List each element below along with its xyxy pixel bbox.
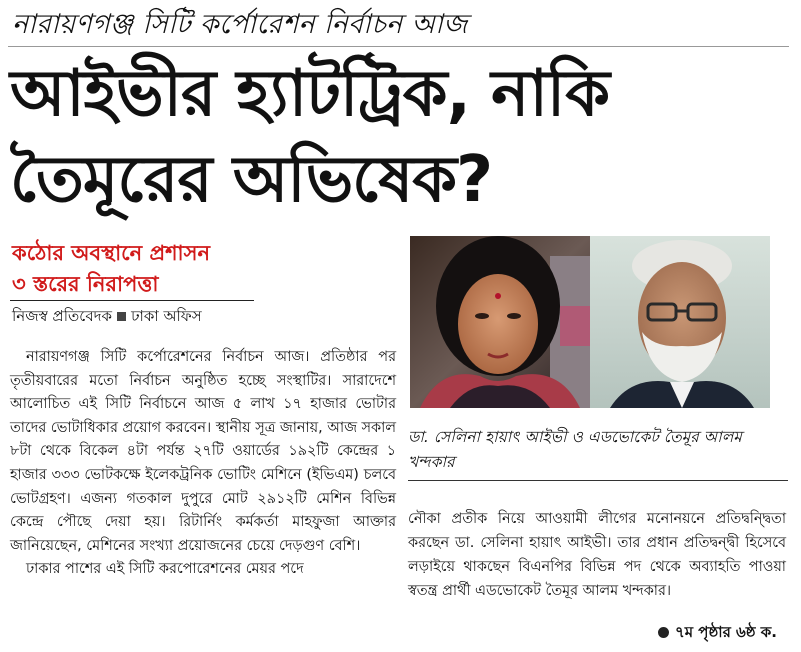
byline <box>12 305 202 330</box>
square-bullet-icon <box>117 312 126 321</box>
photo-selina-hayat-ivy <box>410 236 590 408</box>
portrait-woman-image <box>410 236 590 408</box>
caption-divider <box>408 480 788 481</box>
byline-reporter: নিজস্ব প্রতিবেদক <box>12 307 113 325</box>
byline-office: ঢাকা অফিস <box>131 307 202 325</box>
portrait-man-image <box>590 236 770 408</box>
photo-caption: ডা. সেলিনা হায়াৎ আইভী ও এডভোকেট তৈমূর আলম খন্দকার <box>408 428 742 471</box>
bullet-dot-icon <box>658 627 669 638</box>
kicker-line: নারায়ণগঞ্জ সিটি কর্পোরেশন নির্বাচন আজ <box>12 9 468 40</box>
article-column-left <box>10 346 396 582</box>
article-column-right <box>408 507 786 603</box>
continuation-text: ৭ম পৃষ্ঠার ৬ষ্ঠ ক. <box>674 623 777 641</box>
headline-line-1: আইভীর হ্যাটট্রিক, নাকি <box>10 57 610 131</box>
headline-line-2: তৈমূরের অভিষেক? <box>10 143 493 217</box>
photo-taimur-alam-khandaker <box>590 236 770 408</box>
article-paragraph: ঢাকার পাশের এই সিটি করপোরেশনের মেয়র পদে <box>26 561 304 578</box>
subhead-divider <box>10 300 254 301</box>
continuation-note <box>658 621 777 646</box>
kicker-divider <box>8 46 789 47</box>
article-paragraph: নারায়ণগঞ্জ সিটি কর্পোরেশনের নির্বাচন আজ। প্রতিষ্ঠার পর তৃতীয়বারের মতো নির্বাচন অনুষ্ঠিত হচ্ছে সংস্থাটির। সারাদেশে আলোচিত এই সিটি নির্বাচনে আজ ৫ লাখ ১৭ হাজার ভোটার তাদের ভোটাধিকার প্রয়োগ করবেন। স্থানীয় সূত্র জানায়, আজ সকাল ৮টা থেকে বিকেল ৪টা পর্যন্ত ২৭টি ওয়ার্ডের ১৯২টি কেন্দ্রের ১ হাজার ৩৩৩ ভোটকক্ষে ইলেকট্রনিক ভোটিং মেশিনে (ইভিএম) চলবে ভোটগ্রহণ। এজন্য গতকাল দুপুরে মোট ২৯১২টি মেশিন বিভিন্ন কেন্দ্রে পৌছে দেয়া হয়। রিটার্নিং কর্মকর্তা মাহফুজা আক্তার জানিয়েছেন, মেশিনের সংখ্যা প্রয়োজনের চেয়ে দেড়গুণ বেশি। <box>10 349 396 554</box>
article-paragraph: নৌকা প্রতীক নিয়ে আওয়ামী লীগের মনোনয়নে প্রতিদ্বন্দ্বিতা করছেন ডা. সেলিনা হায়াৎ আইভী। তার প্রধান প্রতিদ্বন্দ্বী হিসেবে লড়াইয়ে থাকছেন বিএনপির বিভিন্ন পদ থেকে অব্যাহতি পাওয়া স্বতন্ত্র প্রার্থী এডভোকেট তৈমূর আলম খন্দকার। <box>408 511 786 599</box>
subhead-line-2: ৩ স্তরের নিরাপত্তা <box>12 272 159 296</box>
subhead-line-1: কঠোর অবস্থানে প্রশাসন <box>12 241 211 265</box>
